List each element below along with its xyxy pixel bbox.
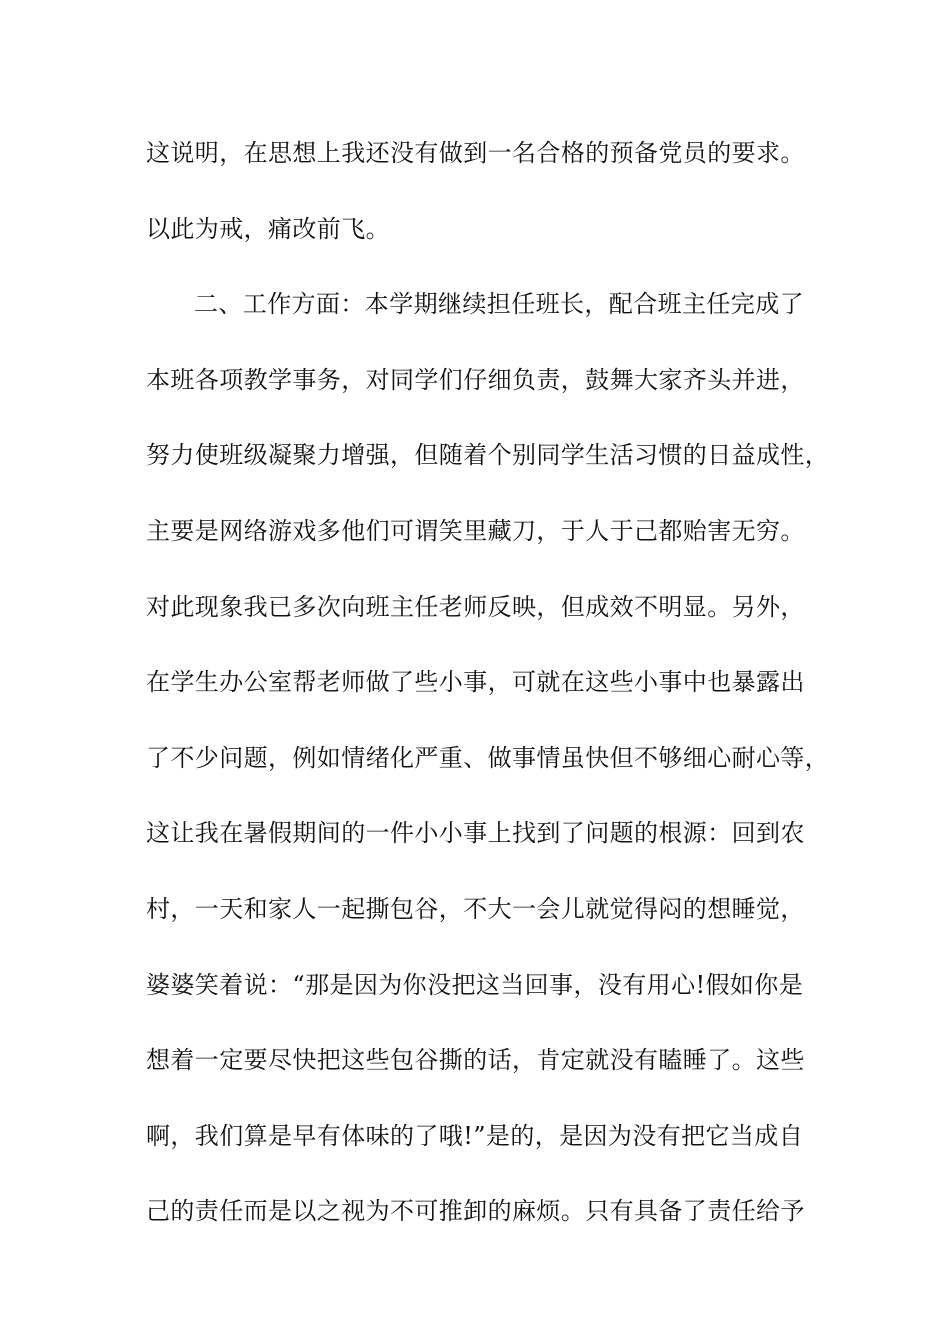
text-line: 主要是网络游戏多他们可谓笑里藏刀，于人于己都贻害无穷。 — [146, 516, 805, 545]
text-line: 以此为戒，痛改前飞。 — [146, 214, 390, 243]
text-line: 对此现象我已多次向班主任老师反映，但成效不明显。另外， — [146, 592, 805, 621]
text-line: 了不少问题，例如情绪化严重、做事情虽快但不够细心耐心等， — [146, 743, 830, 772]
text-line: 己的责任而是以之视为不可推卸的麻烦。只有具备了责任给予 — [146, 1197, 805, 1226]
text-line: 想着一定要尽快把这些包谷撕的话，肯定就没有瞌睡了。这些 — [146, 1046, 805, 1075]
text-line: 这让我在暑假期间的一件小小事上找到了问题的根源：回到农 — [146, 819, 805, 848]
text-line: 婆婆笑着说：“那是因为你没把这当回事，没有用心!假如你是 — [146, 970, 804, 999]
text-line: 村，一天和家人一起撕包谷，不大一会儿就觉得闷的想睡觉， — [146, 894, 805, 923]
body-text — [146, 128, 836, 1262]
text-line: 啊，我们算是早有体味的了哦!”是的，是因为没有把它当成自 — [146, 1121, 804, 1150]
text-line: 在学生办公室帮老师做了些小事，可就在这些小事中也暴露出 — [146, 668, 805, 697]
text-line: 努力使班级凝聚力增强，但随着个别同学生活习惯的日益成性， — [146, 441, 830, 470]
text-line: 这说明，在思想上我还没有做到一名合格的预备党员的要求。 — [146, 139, 805, 167]
text-line: 本班各项教学事务，对同学们仔细负责，鼓舞大家齐头并进， — [146, 365, 805, 394]
text-line: 二、工作方面：本学期继续担任班长，配合班主任完成了 — [194, 290, 804, 319]
